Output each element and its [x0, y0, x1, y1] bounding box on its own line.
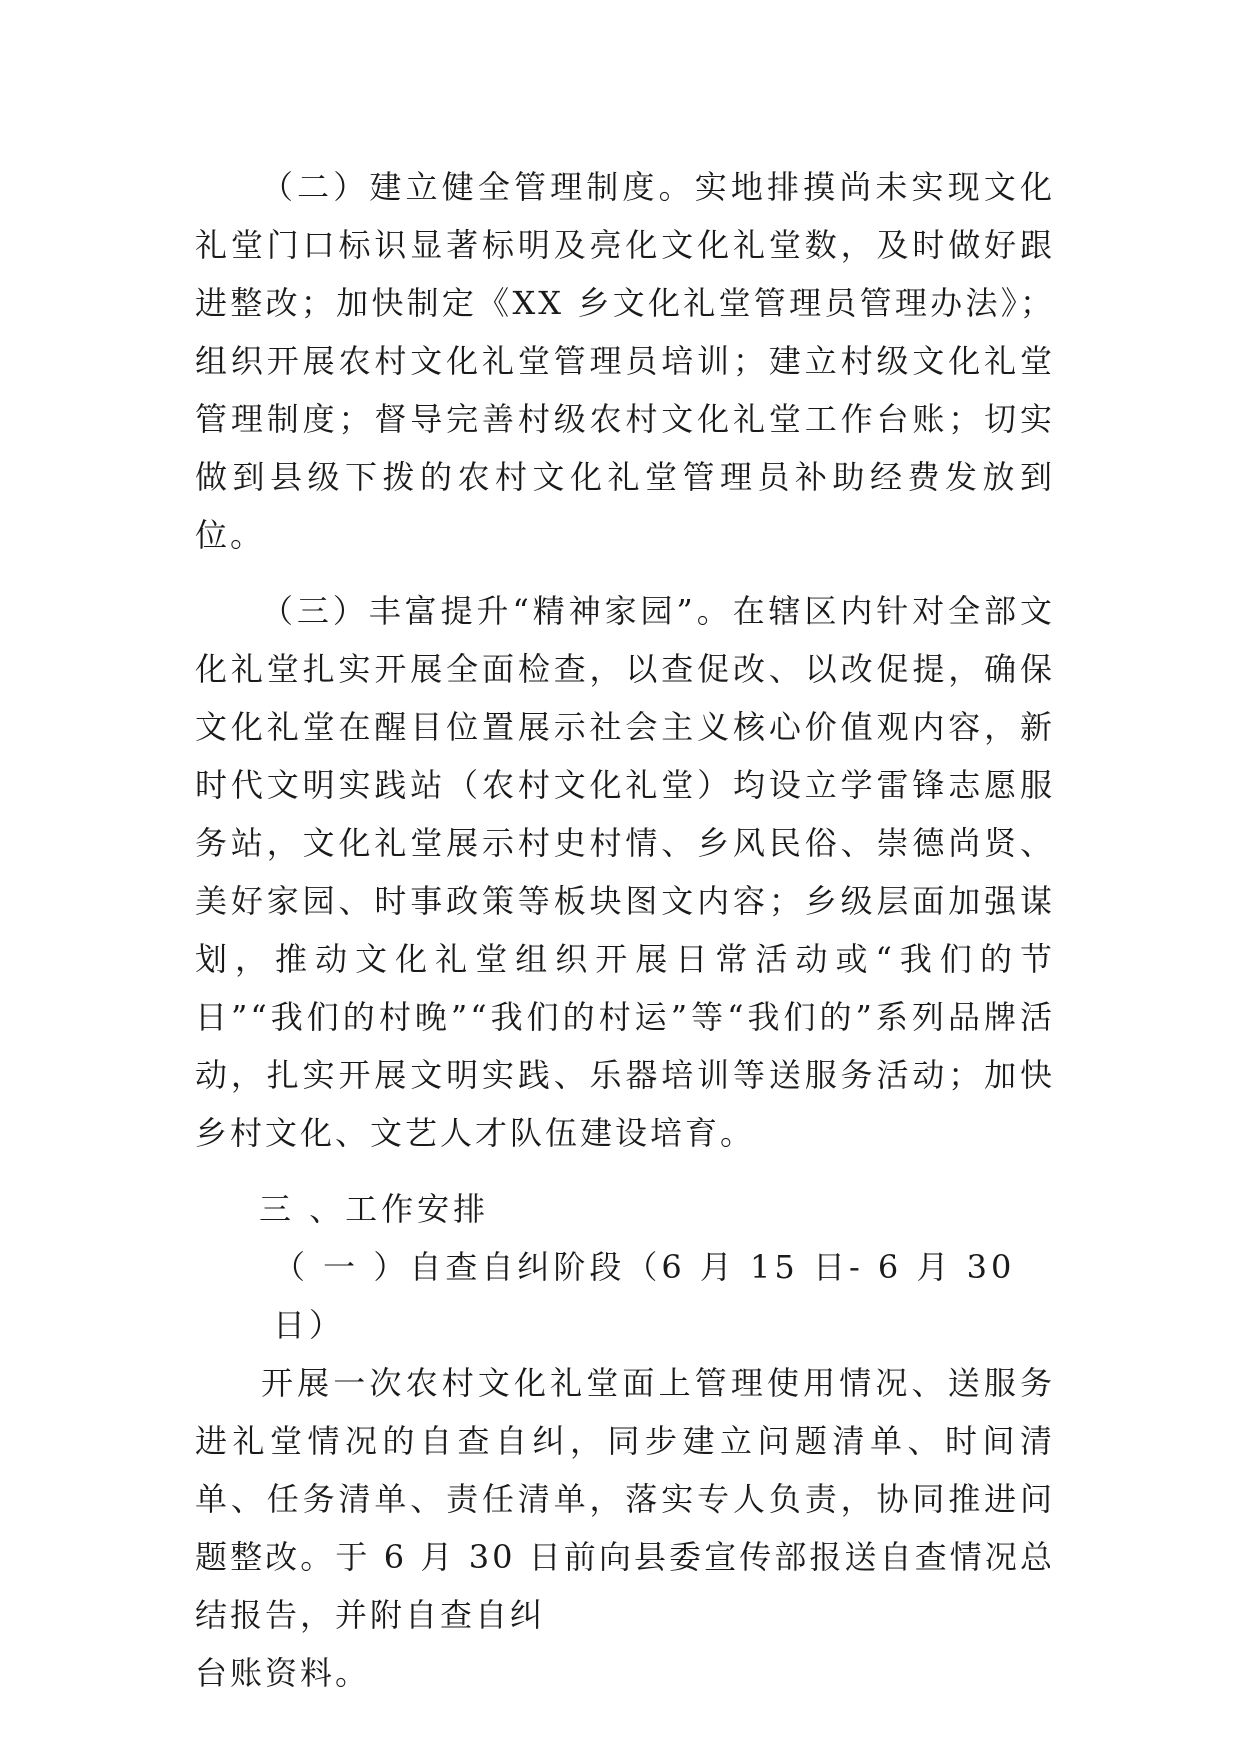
paragraph-section-3: （三）丰富提升“精神家园”。在辖区内针对全部文化礼堂扎实开展全面检查，以查促改、以改促提，确保文化礼堂在醒目位置展示社会主义核心价值观内容，新时代文明实践站（农村文化礼堂）均设立学雷锋志愿服务站，文化礼堂展示村史村情、乡风民俗、崇德尚贤、美好家园、时事政策等板块图文内容；乡级层面加强谋划，推动文化礼堂组织开展日常活动或“我们的节日”“我们的村晚”“我们的村运”等“我们的”系列品牌活动，扎实开展文明实践、乐器培训等送服务活动；加快乡村文化、文艺人才队伍建设培育。 [195, 592, 1055, 1152]
document-body [195, 158, 1055, 1702]
paragraph-stage-1-tail: 台账资料。 [195, 1654, 371, 1692]
paragraph-section-2: （二）建立健全管理制度。实地排摸尚未实现文化礼堂门口标识显著标明及亮化文化礼堂数，及时做好跟进整改；加快制定《XX 乡文化礼堂管理员管理办法》；组织开展农村文化礼堂管理员培训；建立村级文化礼堂管理制度；督导完善村级农村文化礼堂工作台账；切实做到县级下拨的农村文化礼堂管理员补助经费发放到位。 [195, 168, 1055, 554]
paragraph-gap [195, 564, 1055, 582]
paragraph-gap [195, 1162, 1055, 1180]
paragraph-stage-1-body: 开展一次农村文化礼堂面上管理使用情况、送服务进礼堂情况的自查自纠，同步建立问题清单、时间清单、任务清单、责任清单，落实专人负责，协同推进问题整改。于 6 月 30 日前向县委宣传部报送自查情况总结报告，并附自查自纠 [195, 1364, 1055, 1634]
heading-work-arrangement: 三 、工作安排 [259, 1190, 490, 1228]
stage-1-title: （ 一 ）自查自纠阶段（6 月 15 日- 6 月 30 日） [273, 1248, 1016, 1344]
